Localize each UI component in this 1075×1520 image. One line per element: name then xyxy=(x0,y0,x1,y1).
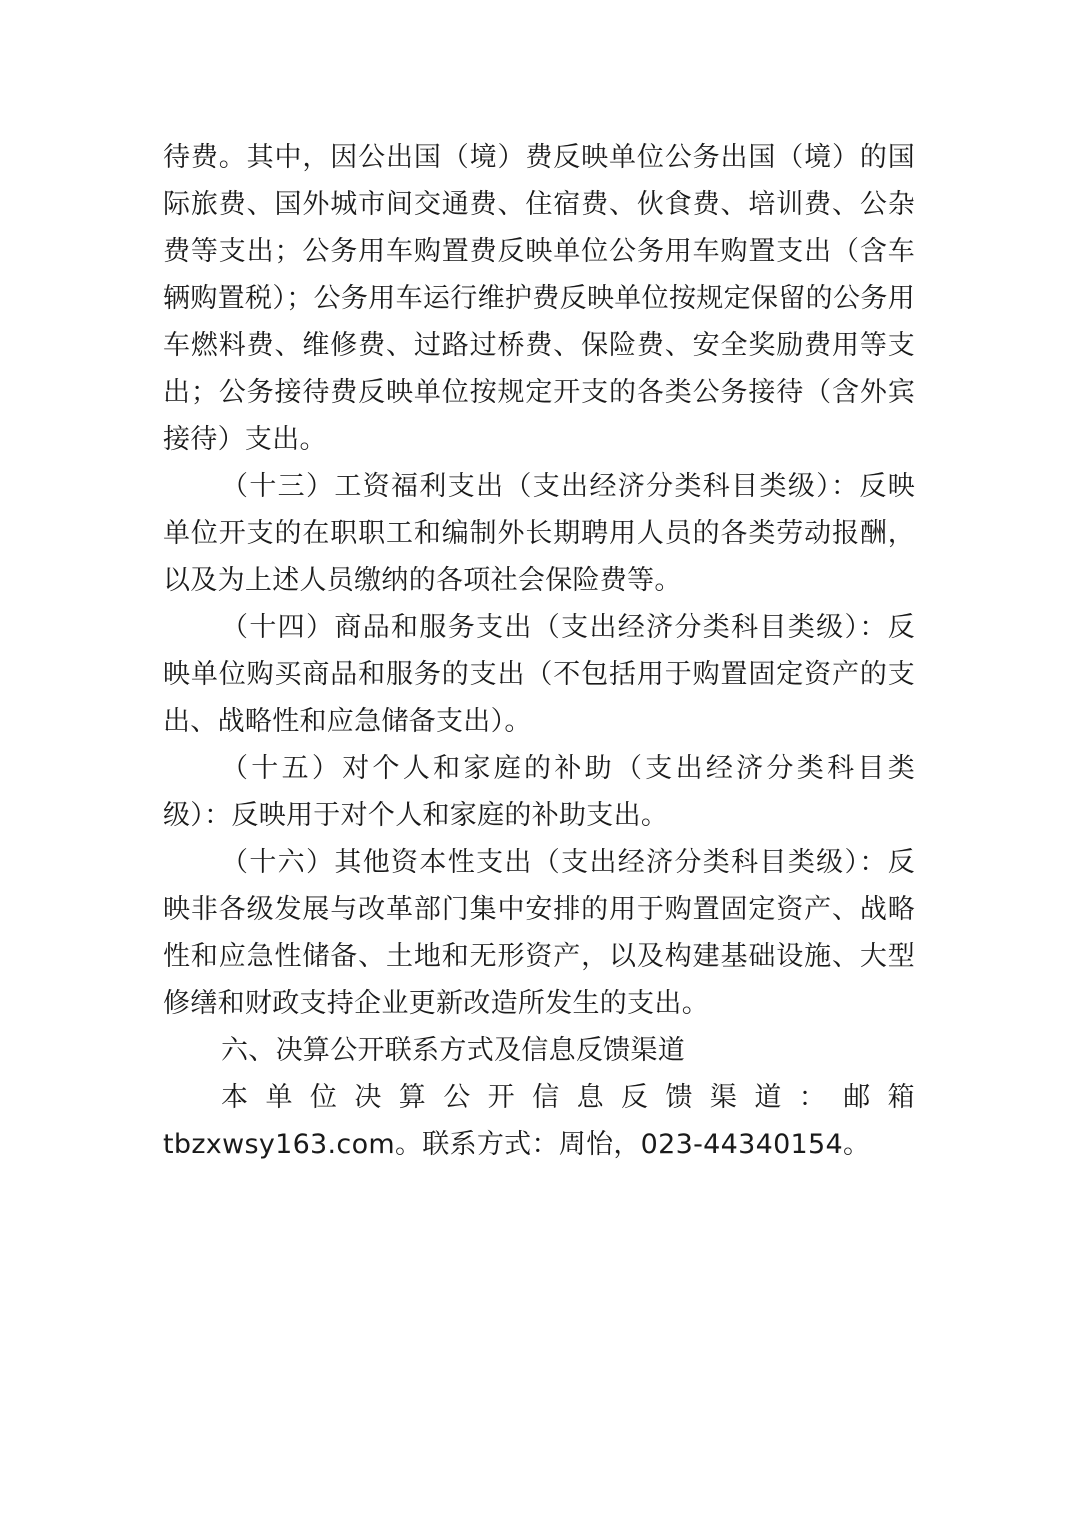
paragraph-goods-services: （十四）商品和服务支出（支出经济分类科目类级）：反映单位购买商品和服务的支出（不包括用于购置固定资产的支出、战略性和应急储备支出）。 xyxy=(163,612,915,737)
section-heading-contact: 六、决算公开联系方式及信息反馈渠道 xyxy=(221,1035,686,1066)
paragraph-public-expense-continuation: 待费。其中，因公出国（境）费反映单位公务出国（境）的国际旅费、国外城市间交通费、住宿费、伙食费、培训费、公杂费等支出；公务用车购置费反映单位公务用车购置支出（含车辆购置税）；公务用车运行维护费反映单位按规定保留的公务用车燃料费、维修费、过路过桥费、保险费、安全奖励费用等支出；公务接待费反映单位按规定开支的各类公务接待（含外宾接待）支出。 xyxy=(163,142,915,455)
paragraph-wages-benefits: （十三）工资福利支出（支出经济分类科目类级）：反映单位开支的在职职工和编制外长期聘用人员的各类劳动报酬，以及为上述人员缴纳的各项社会保险费等。 xyxy=(163,471,915,596)
paragraph-other-capital: （十六）其他资本性支出（支出经济分类科目类级）：反映非各级发展与改革部门集中安排的用于购置固定资产、战略性和应急性储备、土地和无形资产，以及构建基础设施、大型修缮和财政支持企业更新改造所发生的支出。 xyxy=(163,847,915,1019)
paragraph-contact-info: 本单位决算公开信息反馈渠道：邮箱 tbzxwsy163.com。联系方式：周怡，023-44340154。 xyxy=(163,1082,915,1160)
paragraph-household-subsidy: （十五）对个人和家庭的补助（支出经济分类科目类级）：反映用于对个人和家庭的补助支出。 xyxy=(163,753,915,831)
document-body xyxy=(163,134,915,1168)
